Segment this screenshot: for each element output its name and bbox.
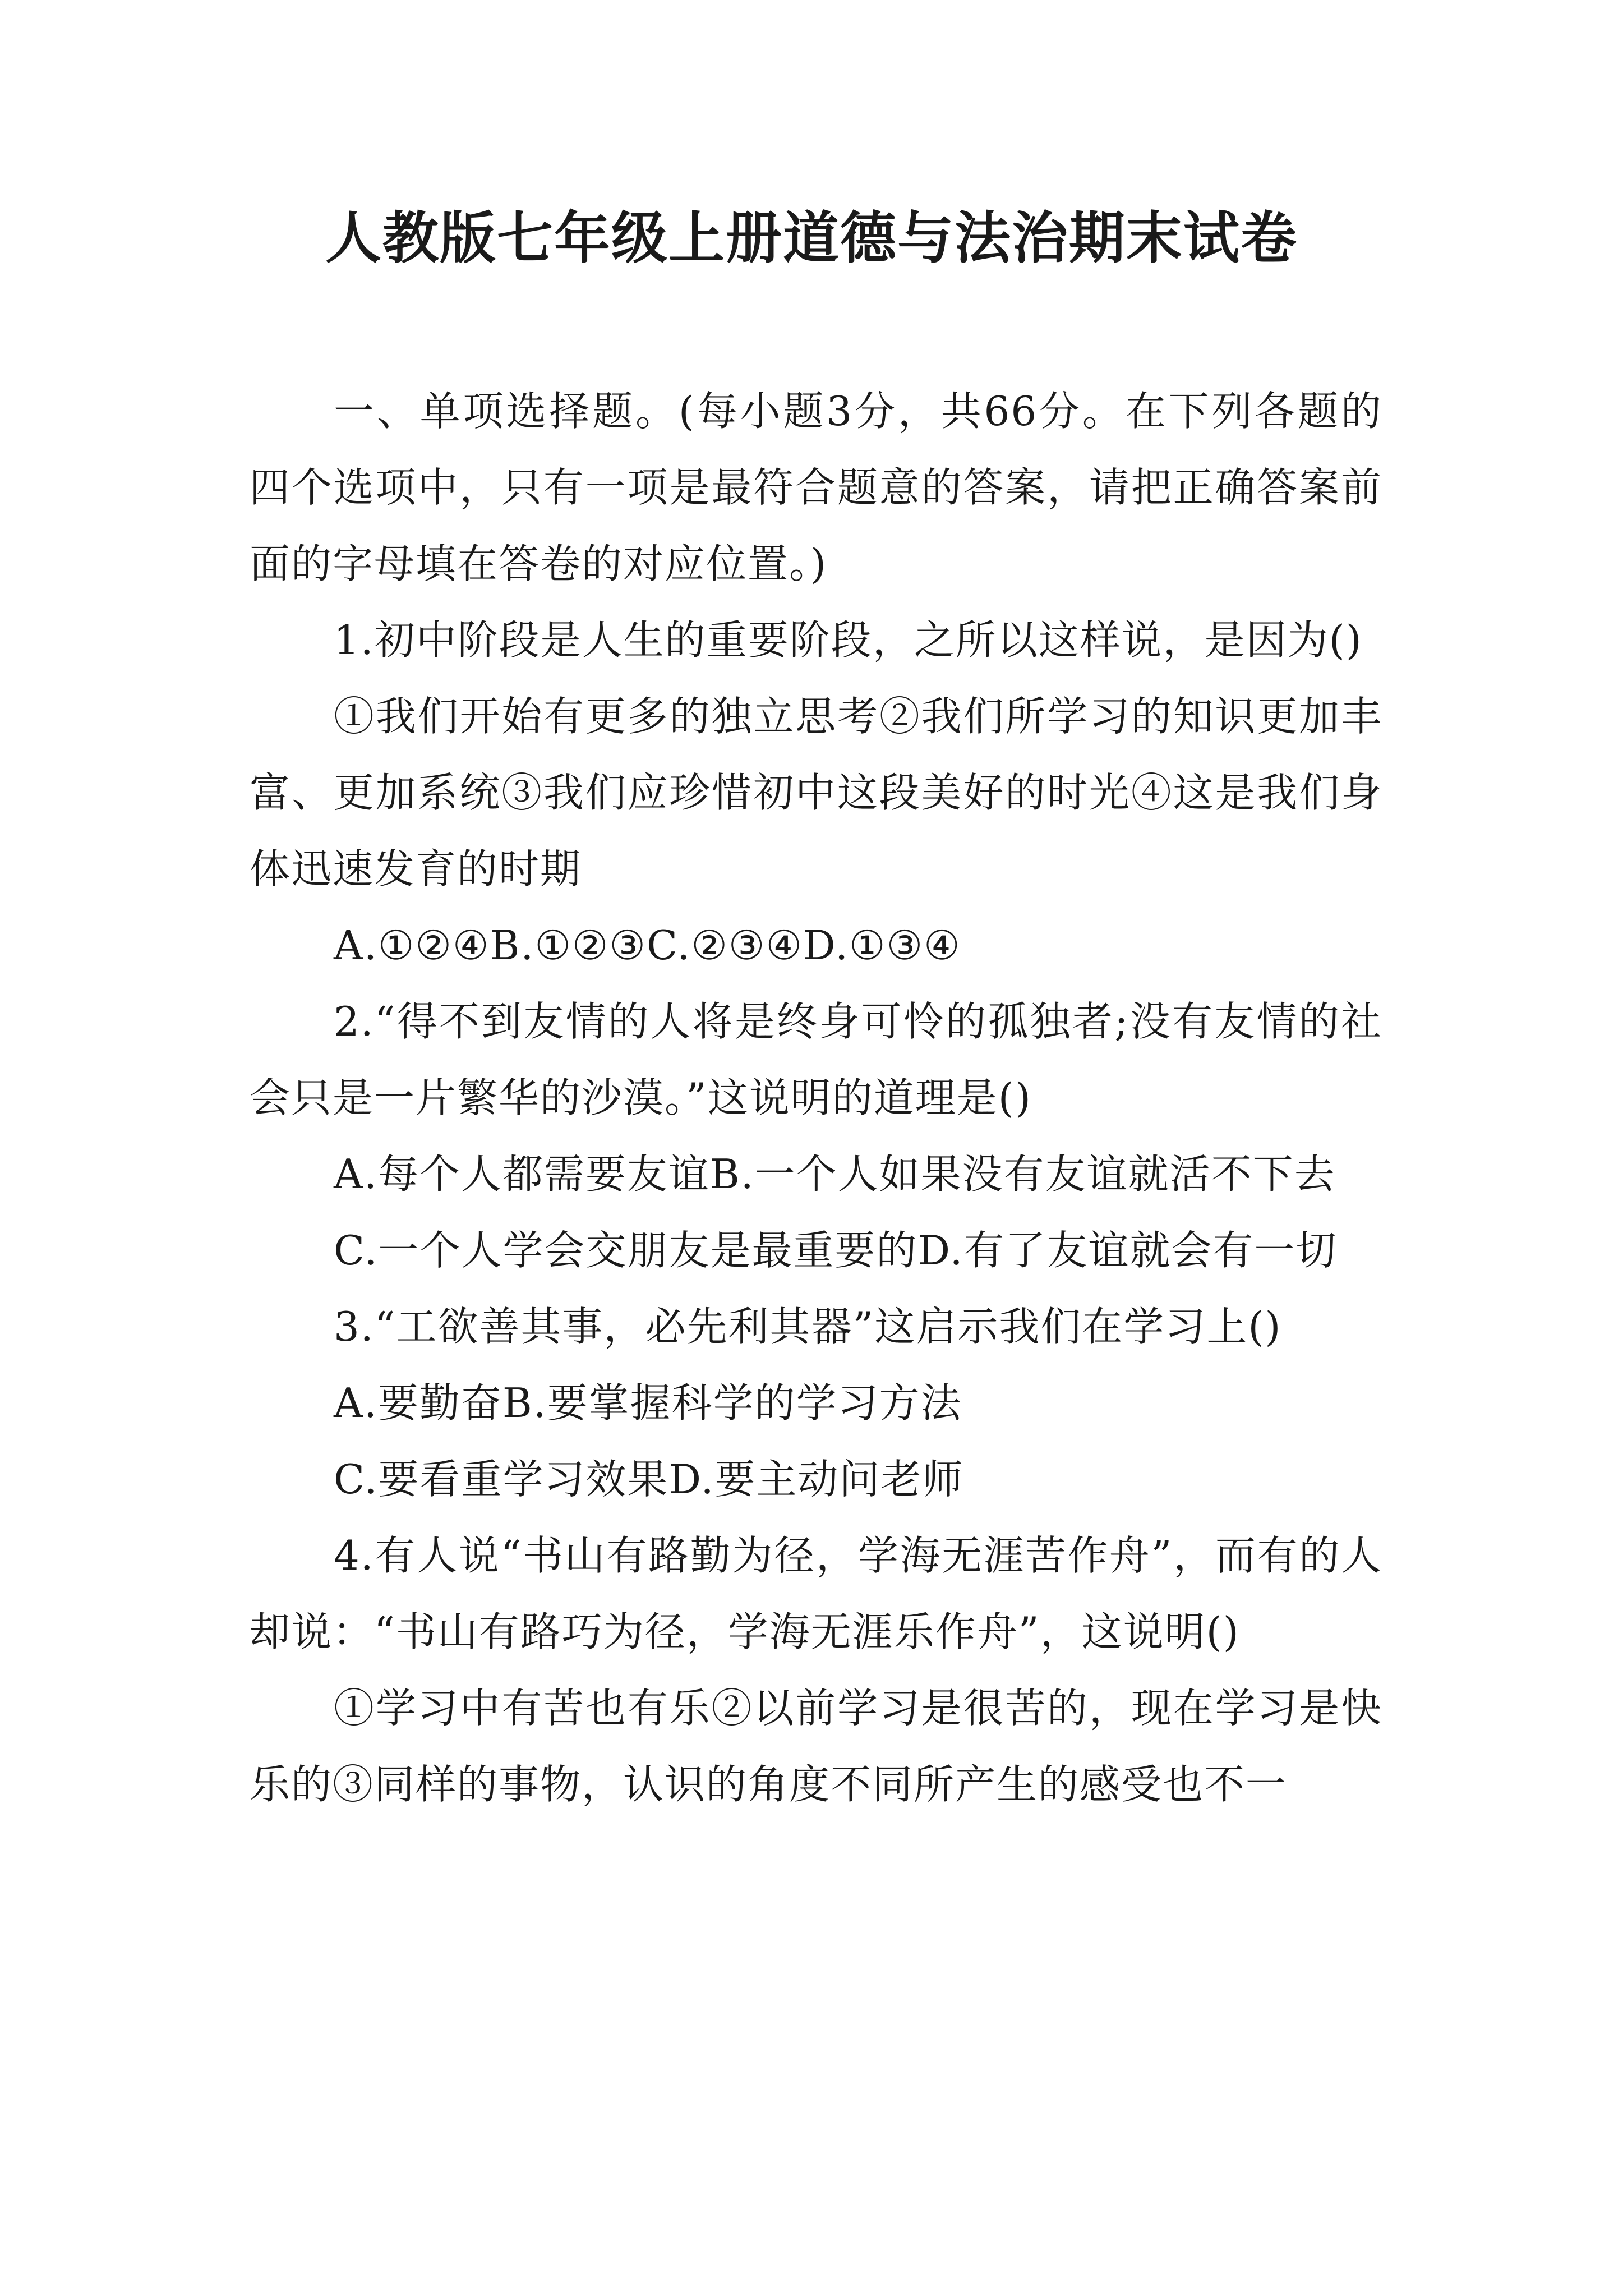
question-4-statements: ①学习中有苦也有乐②以前学习是很苦的，现在学习是快乐的③同样的事物，认识的角度不同所产生的感受也不一	[250, 1685, 1382, 1808]
question-1-options: A.①②④B.①②③C.②③④D.①③④	[334, 922, 961, 969]
question-3-options-ab: A.要勤奋B.要掌握科学的学习方法	[334, 1379, 962, 1427]
question-3: 3.“工欲善其事，必先利其器”这启示我们在学习上()	[334, 1303, 1282, 1350]
question-3-options-cd: C.要看重学习效果D.要主动问老师	[334, 1456, 964, 1503]
question-2: 2.“得不到友情的人将是终身可怜的孤独者;没有友情的社会只是一片繁华的沙漠。”这说明的道理是()	[250, 998, 1382, 1121]
section-instructions: 一、单项选择题。(每小题3分，共66分。在下列各题的四个选项中，只有一项是最符合题意的答案，请把正确答案前面的字母填在答卷的对应位置。)	[250, 388, 1382, 587]
document-title: 人教版七年级上册道德与法治期末试卷	[325, 205, 1298, 271]
question-1-statements: ①我们开始有更多的独立思考②我们所学习的知识更加丰富、更加系统③我们应珍惜初中这段美好的时光④这是我们身体迅速发育的时期	[250, 693, 1382, 892]
question-2-options-cd: C.一个人学会交朋友是最重要的D.有了友谊就会有一切	[334, 1227, 1338, 1274]
question-2-options-ab: A.每个人都需要友谊B.一个人如果没有友谊就活不下去	[334, 1151, 1336, 1198]
document-body	[250, 373, 1382, 1823]
question-1: 1.初中阶段是人生的重要阶段，之所以这样说，是因为()	[334, 616, 1363, 664]
question-4: 4.有人说“书山有路勤为径，学海无涯苦作舟”，而有的人却说：“书山有路巧为径，学海无涯乐作舟”，这说明()	[250, 1532, 1382, 1655]
